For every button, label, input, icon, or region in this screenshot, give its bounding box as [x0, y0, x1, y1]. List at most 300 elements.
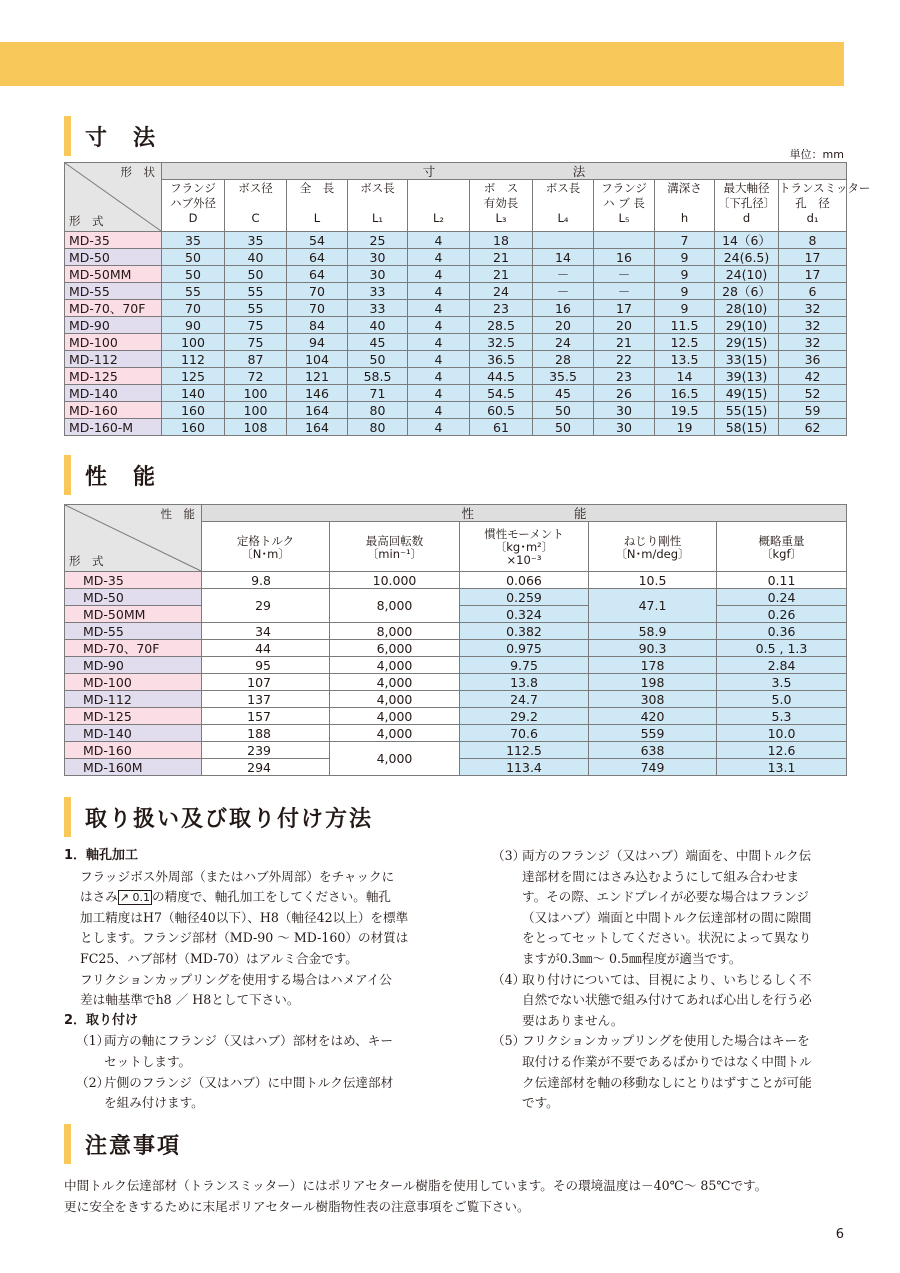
value-cell: 4	[408, 351, 470, 368]
speed-cell: 8,000	[330, 623, 460, 640]
column-header-line: d₁	[806, 211, 819, 225]
value-cell: 33(15)	[715, 351, 779, 368]
column-header-line	[655, 197, 714, 212]
value-cell: 50	[225, 266, 287, 283]
performance-table	[64, 504, 847, 776]
tolerance-symbol-box: ↗ 0.1	[119, 891, 150, 905]
model-cell: MD-100	[65, 674, 202, 691]
list-item-line	[492, 846, 852, 867]
column-header	[202, 522, 330, 572]
column-header-line: L₃	[495, 211, 507, 225]
stiffness-cell: 749	[589, 759, 717, 776]
value-cell: 28(10)	[715, 300, 779, 317]
list-item-text: 自然でない状態で組み付けてあれば心出しを行う必	[522, 992, 812, 1008]
caution-line: 中間トルク伝達部材（トランスミッター）にはポリアセタール樹脂を使用しています。その環境温度は－40℃～ 85℃です。	[64, 1178, 768, 1193]
column-header	[287, 180, 348, 232]
column-header	[655, 180, 715, 232]
text-line: FC25、ハブ部材（MD-70）はアルミ合金です。	[80, 950, 358, 966]
list-item-text: 達部材を間にはさみ込むようにして組み合わせま	[522, 868, 800, 884]
heading-text: 注意事項	[85, 1133, 182, 1159]
list-item-number: （5）	[492, 1033, 526, 1049]
value-cell: 4	[408, 283, 470, 300]
torque-cell: 9.8	[202, 572, 330, 589]
value-cell: 50	[162, 249, 225, 266]
column-header-line: h	[680, 211, 689, 225]
value-cell: 30	[594, 419, 655, 436]
weight-cell: 12.6	[717, 742, 847, 759]
subsection-title: 2．取り付け	[64, 1012, 139, 1028]
value-cell: 9	[655, 249, 715, 266]
table-row	[65, 385, 847, 402]
value-cell: 42	[779, 368, 847, 385]
stiffness-cell: 47.1	[589, 589, 717, 623]
value-cell: 32	[779, 317, 847, 334]
column-header-line: 全 長	[299, 181, 335, 195]
torque-cell: 239	[202, 742, 330, 759]
value-cell: 16.5	[655, 385, 715, 402]
table-row	[65, 351, 847, 368]
header-band	[0, 42, 844, 86]
value-cell: 4	[408, 385, 470, 402]
model-cell: MD-140	[65, 725, 202, 742]
value-cell: 108	[225, 419, 287, 436]
torque-cell: 188	[202, 725, 330, 742]
value-cell: 4	[408, 300, 470, 317]
column-header-line: トランスミッター	[779, 181, 871, 195]
group-header: 寸 法	[162, 163, 847, 180]
model-cell: MD-35	[65, 572, 202, 589]
column-header	[717, 522, 847, 572]
table-row	[65, 691, 847, 708]
model-cell: MD-140	[65, 385, 162, 402]
value-cell: 14（6）	[715, 232, 779, 249]
value-cell: 45	[348, 334, 408, 351]
value-cell: 11.5	[655, 317, 715, 334]
column-header-line: ねじり剛性	[623, 533, 682, 548]
value-cell: 75	[225, 317, 287, 334]
value-cell: 12.5	[655, 334, 715, 351]
page-number: 6	[835, 1227, 844, 1242]
model-cell: MD-160	[65, 402, 162, 419]
value-cell: 104	[287, 351, 348, 368]
value-cell: 58(15)	[715, 419, 779, 436]
column-header-line	[533, 197, 593, 212]
section-heading-handling	[64, 797, 373, 837]
model-cell: MD-50MM	[65, 606, 202, 623]
heading-accent-bar	[64, 116, 71, 156]
stiffness-cell: 638	[589, 742, 717, 759]
value-cell: 75	[225, 334, 287, 351]
speed-cell: 8,000	[330, 589, 460, 623]
model-cell: MD-160	[65, 742, 202, 759]
value-cell: 17	[779, 249, 847, 266]
speed-cell: 6,000	[330, 640, 460, 657]
torque-cell: 294	[202, 759, 330, 776]
list-item-line	[492, 970, 852, 991]
value-cell: 23	[594, 368, 655, 385]
speed-cell: 4,000	[330, 725, 460, 742]
column-header-line: 〔kg･m²〕	[494, 540, 554, 554]
inertia-cell: 0.259	[460, 589, 589, 606]
list-item-line	[492, 949, 852, 970]
value-cell: 87	[225, 351, 287, 368]
column-header	[460, 522, 589, 572]
value-cell: 36.5	[470, 351, 533, 368]
table-row	[65, 249, 847, 266]
column-header	[162, 180, 225, 232]
value-cell: 13.5	[655, 351, 715, 368]
value-cell: 84	[287, 317, 348, 334]
value-cell: 160	[162, 419, 225, 436]
value-cell: 19.5	[655, 402, 715, 419]
table-row	[65, 317, 847, 334]
model-cell: MD-90	[65, 317, 162, 334]
model-cell: MD-160-M	[65, 419, 162, 436]
value-cell: 100	[162, 334, 225, 351]
list-item-number: （4）	[492, 971, 526, 987]
weight-cell: 3.5	[717, 674, 847, 691]
dimension-table	[64, 162, 871, 436]
model-cell: MD-112	[65, 691, 202, 708]
column-header-line: フランジ	[601, 181, 647, 195]
value-cell: 64	[287, 266, 348, 283]
model-cell: MD-160M	[65, 759, 202, 776]
value-cell: 50	[533, 419, 594, 436]
value-cell: 29(15)	[715, 334, 779, 351]
table-row	[65, 589, 847, 606]
table-corner-cell	[65, 505, 202, 572]
value-cell: 24(10)	[715, 266, 779, 283]
table-row	[65, 742, 847, 759]
column-header-line: ハブ外径	[170, 196, 216, 210]
table-corner-cell	[65, 163, 162, 232]
value-cell: 7	[655, 232, 715, 249]
model-cell: MD-35	[65, 232, 162, 249]
value-cell: 58.5	[348, 368, 408, 385]
value-cell: 32	[779, 334, 847, 351]
model-cell: MD-50MM	[65, 266, 162, 283]
value-cell: 14	[533, 249, 594, 266]
value-cell: 60.5	[470, 402, 533, 419]
text-line: フラッジボス外周部（またはハブ外周部）をチャックに	[80, 868, 395, 884]
value-cell: 32.5	[470, 334, 533, 351]
speed-cell: 4,000	[330, 691, 460, 708]
list-item-line	[492, 908, 852, 929]
corner-bottom-label: 形 式	[69, 554, 104, 568]
column-header-line: L₁	[371, 211, 384, 225]
heading-text: 取り扱い及び取り付け方法	[85, 806, 374, 832]
inertia-cell: 113.4	[460, 759, 589, 776]
value-cell: 20	[594, 317, 655, 334]
column-header	[348, 180, 408, 232]
value-cell: 55(15)	[715, 402, 779, 419]
value-cell: 4	[408, 317, 470, 334]
list-item-text: （又はハブ）端面と中間トルク伝達部材の間に隙間	[522, 909, 812, 925]
table-row	[65, 623, 847, 640]
column-header	[470, 180, 533, 232]
value-cell: 71	[348, 385, 408, 402]
list-item-line	[492, 1052, 852, 1073]
column-header-line	[348, 197, 407, 212]
model-cell: MD-50	[65, 589, 202, 606]
value-cell: 70	[162, 300, 225, 317]
list-item-number: （1）	[76, 1033, 110, 1049]
value-cell: 36	[779, 351, 847, 368]
group-header: 性 能	[202, 505, 847, 522]
value-cell: 25	[348, 232, 408, 249]
column-header	[779, 180, 871, 232]
stiffness-cell: 58.9	[589, 623, 717, 640]
value-cell: 4	[408, 249, 470, 266]
value-cell: 70	[287, 283, 348, 300]
model-cell: MD-50	[65, 249, 162, 266]
column-header-line: 最高回転数	[365, 533, 424, 548]
install-steps-list	[64, 1031, 444, 1113]
model-cell: MD-55	[65, 283, 162, 300]
torque-cell: 157	[202, 708, 330, 725]
text-line: とします。フランジ部材（MD-90 ～ MD-160）の材質は	[80, 930, 409, 946]
unit-label: 単位：mm	[789, 148, 844, 161]
column-header-line: C	[251, 211, 260, 225]
value-cell: 72	[225, 368, 287, 385]
value-cell: －	[533, 266, 594, 283]
column-header	[408, 180, 470, 232]
value-cell	[533, 232, 594, 249]
torque-cell: 44	[202, 640, 330, 657]
speed-cell: 4,000	[330, 742, 460, 776]
table-row	[65, 334, 847, 351]
value-cell: 4	[408, 402, 470, 419]
subsection-title: 1．軸孔加工	[64, 848, 139, 863]
section-heading-cautions	[64, 1124, 181, 1164]
value-cell: 28（6）	[715, 283, 779, 300]
value-cell: 17	[594, 300, 655, 317]
list-item-line	[64, 1031, 444, 1052]
column-header	[594, 180, 655, 232]
model-cell: MD-112	[65, 351, 162, 368]
corner-bottom-label: 形 式	[69, 214, 104, 228]
weight-cell: 5.3	[717, 708, 847, 725]
value-cell: 61	[470, 419, 533, 436]
speed-cell: 10.000	[330, 572, 460, 589]
value-cell: 140	[162, 385, 225, 402]
value-cell: 94	[287, 334, 348, 351]
value-cell: 29(10)	[715, 317, 779, 334]
inertia-cell: 13.8	[460, 674, 589, 691]
value-cell	[594, 232, 655, 249]
torque-cell: 137	[202, 691, 330, 708]
value-cell: 20	[533, 317, 594, 334]
value-cell: 54	[287, 232, 348, 249]
value-cell: 35.5	[533, 368, 594, 385]
value-cell: 35	[225, 232, 287, 249]
value-cell: 9	[655, 266, 715, 283]
inertia-cell: 0.382	[460, 623, 589, 640]
value-cell: 30	[594, 402, 655, 419]
inertia-cell: 0.066	[460, 572, 589, 589]
list-item-number: （3）	[492, 848, 526, 863]
value-cell: 28	[533, 351, 594, 368]
value-cell: 4	[408, 266, 470, 283]
weight-cell: 0.26	[717, 606, 847, 623]
value-cell: 32	[779, 300, 847, 317]
column-header	[715, 180, 779, 232]
table-row	[65, 657, 847, 674]
column-header-line: ×10⁻³	[506, 553, 542, 567]
list-item-line	[492, 1073, 852, 1094]
column-header-line: D	[188, 211, 198, 225]
text-fragment: はさみ	[80, 889, 118, 905]
value-cell: 100	[225, 402, 287, 419]
value-cell: 160	[162, 402, 225, 419]
speed-cell: 4,000	[330, 708, 460, 725]
column-header-line: L₄	[557, 211, 569, 225]
list-item-line	[492, 887, 852, 908]
value-cell: 59	[779, 402, 847, 419]
text-line-tolerance	[64, 887, 444, 908]
speed-cell: 4,000	[330, 674, 460, 691]
value-cell: 55	[162, 283, 225, 300]
value-cell: 24	[533, 334, 594, 351]
list-item-text: す。その際、エンドプレイが必要な場合はフランジ	[522, 889, 809, 905]
text-line: フリクションカップリングを使用する場合はハメアイ公	[80, 971, 392, 987]
value-cell: 125	[162, 368, 225, 385]
column-header-line: d	[742, 211, 751, 225]
value-cell: 50	[533, 402, 594, 419]
value-cell: 22	[594, 351, 655, 368]
text-fragment: の精度で、軸孔加工をしてください。軸孔	[152, 889, 392, 905]
value-cell: 9	[655, 283, 715, 300]
table-row	[65, 300, 847, 317]
stiffness-cell: 90.3	[589, 640, 717, 657]
list-item-line	[64, 1052, 444, 1073]
text-line: 加工精度はH7（軸径40以下）、H8（軸径42以上）を標準	[80, 909, 409, 925]
torque-cell: 29	[202, 589, 330, 623]
weight-cell: 5.0	[717, 691, 847, 708]
column-header-line: 最大軸径	[723, 181, 770, 195]
handling-left-column	[64, 846, 444, 1114]
value-cell: 112	[162, 351, 225, 368]
list-item-text: ク伝達部材を軸の移動なしにとりはずすことが可能	[522, 1074, 812, 1090]
list-item-text: を組み付けます。	[104, 1095, 204, 1111]
text-line: 差は軸基準でh8 ／ H8として下さい。	[80, 992, 300, 1008]
value-cell: 4	[408, 368, 470, 385]
inertia-cell: 0.975	[460, 640, 589, 657]
inertia-cell: 29.2	[460, 708, 589, 725]
weight-cell: 0.36	[717, 623, 847, 640]
column-header-line: 概略重量	[758, 533, 805, 548]
value-cell: 21	[470, 266, 533, 283]
column-header-line: 〔下孔径〕	[717, 196, 776, 210]
list-item-line	[492, 867, 852, 888]
value-cell: 40	[225, 249, 287, 266]
value-cell: 121	[287, 368, 348, 385]
table-row	[65, 368, 847, 385]
column-header-line: ボス長	[545, 181, 581, 195]
value-cell: 21	[470, 249, 533, 266]
table-row	[65, 232, 847, 249]
list-item-text: 両方の軸にフランジ（又はハブ）部材をはめ、キー	[104, 1033, 393, 1049]
column-header-line: 有効長	[483, 196, 519, 210]
table-row	[65, 572, 847, 589]
section-heading-dimensions	[64, 116, 157, 156]
value-cell: 64	[287, 249, 348, 266]
torque-cell: 95	[202, 657, 330, 674]
value-cell: 54.5	[470, 385, 533, 402]
list-item-text: です。	[522, 1095, 559, 1111]
value-cell: －	[594, 266, 655, 283]
column-header-line	[287, 197, 347, 212]
value-cell: 146	[287, 385, 348, 402]
weight-cell: 2.84	[717, 657, 847, 674]
value-cell: 100	[225, 385, 287, 402]
value-cell: 55	[225, 283, 287, 300]
heading-text: 寸 法	[85, 125, 158, 151]
weight-cell: 10.0	[717, 725, 847, 742]
value-cell: 30	[348, 266, 408, 283]
list-item-text: をとってセットしてください。状況によって異なり	[522, 930, 812, 946]
value-cell: 8	[779, 232, 847, 249]
value-cell: 90	[162, 317, 225, 334]
value-cell: 62	[779, 419, 847, 436]
value-cell: －	[594, 283, 655, 300]
column-header-line: L₅	[618, 211, 630, 225]
value-cell: 6	[779, 283, 847, 300]
stiffness-cell: 308	[589, 691, 717, 708]
torque-cell: 107	[202, 674, 330, 691]
corner-top-label: 性 能	[160, 507, 195, 521]
column-header-line: 溝深さ	[667, 181, 702, 195]
inertia-cell: 0.324	[460, 606, 589, 623]
value-cell: 80	[348, 419, 408, 436]
weight-cell: 0.5 , 1.3	[717, 640, 847, 657]
stiffness-cell: 420	[589, 708, 717, 725]
value-cell: 70	[287, 300, 348, 317]
list-item-line	[492, 990, 852, 1011]
list-item-line	[492, 928, 852, 949]
inertia-cell: 9.75	[460, 657, 589, 674]
table-row	[65, 725, 847, 742]
column-header-line	[225, 197, 286, 212]
list-item-line	[492, 1031, 852, 1052]
value-cell: 17	[779, 266, 847, 283]
column-header-line: 孔 径	[795, 196, 830, 210]
value-cell: 28.5	[470, 317, 533, 334]
list-item-line	[492, 1093, 852, 1114]
inertia-cell: 70.6	[460, 725, 589, 742]
table-row	[65, 419, 847, 436]
table-row	[65, 402, 847, 419]
column-header-line: 〔min⁻¹〕	[366, 546, 423, 561]
list-item-text: ますが0.3㎜～ 0.5㎜程度が適当です。	[522, 950, 742, 966]
stiffness-cell: 10.5	[589, 572, 717, 589]
model-cell: MD-125	[65, 368, 162, 385]
heading-accent-bar	[64, 455, 71, 495]
value-cell: 23	[470, 300, 533, 317]
value-cell: 18	[470, 232, 533, 249]
value-cell: 35	[162, 232, 225, 249]
value-cell: 16	[533, 300, 594, 317]
list-item-text: セットします。	[104, 1053, 192, 1069]
model-cell: MD-100	[65, 334, 162, 351]
inertia-cell: 112.5	[460, 742, 589, 759]
weight-cell: 13.1	[717, 759, 847, 776]
value-cell: 9	[655, 300, 715, 317]
value-cell: 44.5	[470, 368, 533, 385]
list-item-line	[492, 1011, 852, 1032]
handling-right-column	[492, 846, 852, 1114]
column-header-line: 定格トルク	[236, 533, 295, 548]
